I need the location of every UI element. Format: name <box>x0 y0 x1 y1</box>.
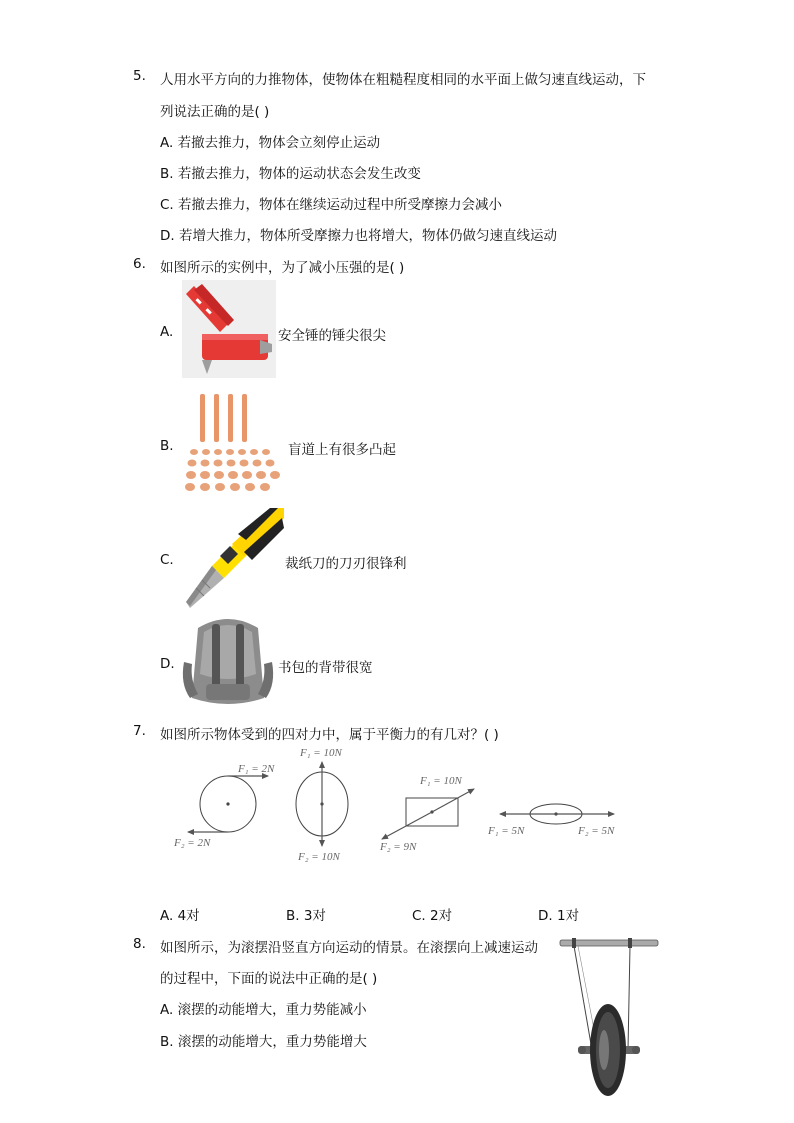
q7-option-d: D. 1对 <box>538 908 580 924</box>
q6-option-d-letter: D. <box>160 656 175 672</box>
q5-option-d: D. 若增大推力，物体所受摩擦力也将增大，物体仍做匀速直线运动 <box>160 228 557 244</box>
q7-option-a: A. 4对 <box>160 908 200 924</box>
force-diagram-2 <box>296 747 348 863</box>
force-diagram-4 <box>487 804 615 837</box>
q7-option-b: B. 3对 <box>286 908 326 924</box>
force-label: F₂ = 2N <box>174 837 211 849</box>
force-arrow <box>432 789 474 812</box>
q7-number: 7. <box>133 723 146 739</box>
q5-option-a: A. 若撤去推力，物体会立刻停止运动 <box>160 135 381 151</box>
q7-option-c: C. 2对 <box>412 908 453 924</box>
q8-option-b: B. 滚摆的动能增大，重力势能增大 <box>160 1034 367 1050</box>
force-label: F₁ = 10N <box>420 775 462 787</box>
force-label: F₂ = 9N <box>380 841 417 853</box>
tactile-paving-image <box>184 392 284 494</box>
q6-stem: 如图所示的实例中，为了减小压强的是( ) <box>160 260 405 276</box>
q8-stem-line2: 的过程中，下面的说法中正确的是( ) <box>160 971 378 987</box>
q5-stem-line2: 列说法正确的是( ) <box>160 104 270 120</box>
force-label: F₂ = 5N <box>578 825 615 837</box>
maxwell-pendulum-image <box>558 936 662 1100</box>
q8-number: 8. <box>133 936 146 952</box>
force-diagram-3 <box>379 775 474 853</box>
q6-number: 6. <box>133 256 146 272</box>
q6-option-a-text: 安全锤的锤尖很尖 <box>278 328 386 344</box>
q6-option-b-letter: B. <box>160 438 174 454</box>
q6-option-c-text: 裁纸刀的刀刃很锋利 <box>285 556 407 572</box>
q7-stem: 如图所示物体受到的四对力中，属于平衡力的有几对？( ) <box>160 727 499 743</box>
q8-option-a: A. 滚摆的动能增大，重力势能减小 <box>160 1002 367 1018</box>
q5-stem-line1: 人用水平方向的力推物体，使物体在粗糙程度相同的水平面上做匀速直线运动，下 <box>160 72 646 88</box>
utility-knife-image <box>182 508 284 608</box>
q6-option-d-text: 书包的背带很宽 <box>278 660 373 676</box>
q5-number: 5. <box>133 68 146 84</box>
force-label: F₁ = 2N <box>238 763 275 775</box>
backpack-image <box>176 614 280 710</box>
q6-option-a-letter: A. <box>160 324 174 340</box>
q5-option-b: B. 若撤去推力，物体的运动状态会发生改变 <box>160 166 421 182</box>
force-diagram-1 <box>173 763 275 849</box>
q8-stem-line1: 如图所示，为滚摆沿竖直方向运动的情景。在滚摆向上减速运动 <box>160 940 538 956</box>
q6-option-b-text: 盲道上有很多凸起 <box>288 442 396 458</box>
q5-option-c: C. 若撤去推力，物体在继续运动过程中所受摩擦力会减小 <box>160 197 503 213</box>
safety-hammer-image <box>182 280 276 378</box>
force-label: F₁ = 10N <box>300 747 342 759</box>
force-pairs-figure <box>168 742 628 868</box>
force-label: F₂ = 10N <box>298 851 340 863</box>
q6-option-c-letter: C. <box>160 552 174 568</box>
force-label: F₁ = 5N <box>488 825 525 837</box>
